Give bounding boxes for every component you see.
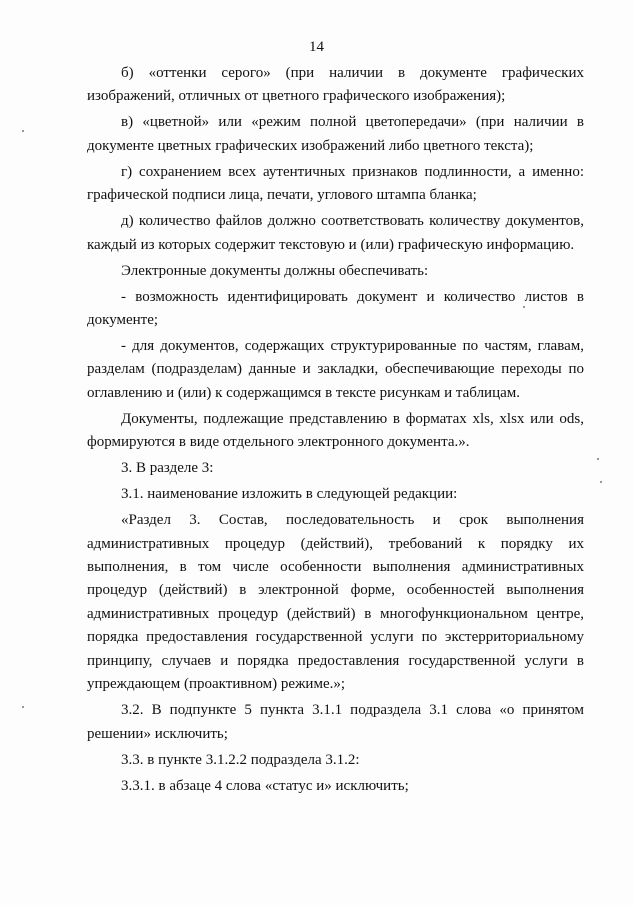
paragraph-g-authenticity: г) сохранением всех аутентичных признаков подлинности, а именно: графической подписи лица, печати, углового штампа бланка; (87, 163, 584, 204)
scan-speck (600, 481, 602, 483)
paragraph-3-1: 3.1. наименование изложить в следующей редакции: (121, 486, 458, 503)
paragraph-3-2: 3.2. В подпункте 5 пункта 3.1.1 подраздела 3.1 слова «о принятом решении» исключить; (87, 702, 584, 742)
paragraph-section-3-title: «Раздел 3. Состав, последовательность и срок выполнения административных процедур (действий), требований к порядку их выполнения, в том числе особенности выполнения административных процедур (действий) в электронной форме, особенностей выполнения административных процедур (действий) в многофункциональном центре, порядка предоставления государственной услуги по экстерриториальному принципу, случаев и порядка предоставления государственной услуги в упреждающем (проактивном) режиме.»; (87, 512, 584, 693)
paragraph-3-3: 3.3. в пункте 3.1.2.2 подраздела 3.1.2: (121, 751, 360, 768)
scan-speck (22, 130, 24, 132)
paragraph-b-grayscale: б) «оттенки серого» (при наличии в документе графических изображений, отличных от цветного графического изображения); (87, 65, 584, 105)
paragraph-structured-documents: - для документов, содержащих структурированные по частям, главам, разделам (подразделам) данные и закладки, обеспечивающие переходы по оглавлению и (или) к содержащимся в тексте рисункам и таблицам. (87, 338, 584, 401)
document-body (87, 62, 584, 801)
paragraph-identify-document: - возможность идентифицировать документ и количество листов в документе; (87, 288, 584, 329)
paragraph-electronic-docs-intro: Электронные документы должны обеспечивать: (121, 262, 429, 279)
paragraph-d-file-count: д) количество файлов должно соответствовать количеству документов, каждый из которых содержит текстовую и (или) графическую информацию. (87, 213, 584, 253)
paragraph-spreadsheet-formats: Документы, подлежащие представлению в форматах xls, xlsx или ods, формируются в виде отдельного электронного документа.». (87, 410, 584, 451)
scan-speck (523, 306, 525, 308)
paragraph-v-color: в) «цветной» или «режим полной цветопередачи» (при наличии в документе цветных графических изображений либо цветного текста); (87, 114, 584, 154)
page-number: 14 (309, 39, 324, 55)
paragraph-section-3: 3. В разделе 3: (121, 460, 214, 477)
scan-speck (597, 458, 599, 460)
paragraph-3-3-1: 3.3.1. в абзаце 4 слова «статус и» исключить; (121, 777, 409, 794)
scan-speck (22, 706, 24, 708)
